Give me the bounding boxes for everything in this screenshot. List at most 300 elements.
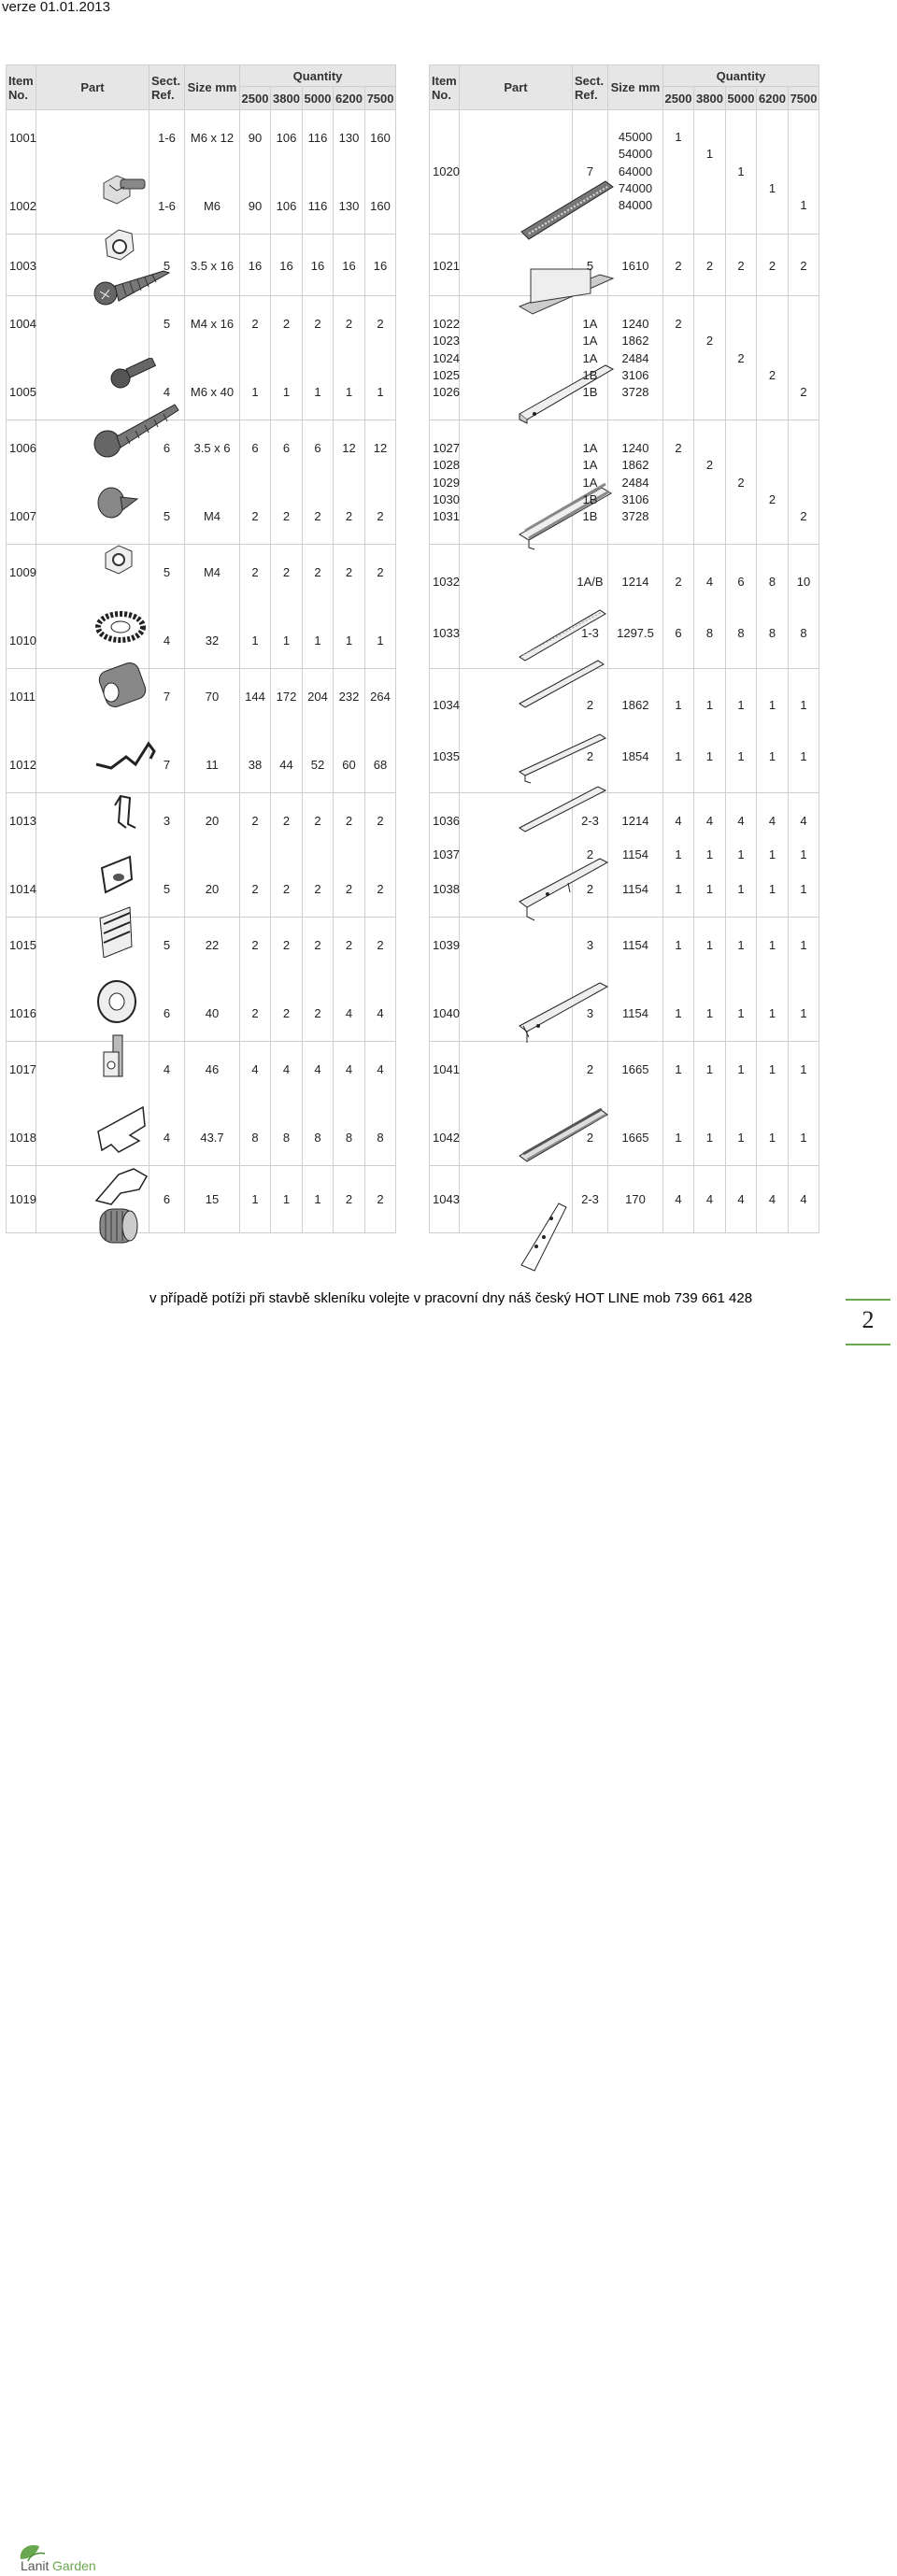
size-mm: 20 <box>205 881 220 896</box>
part-block <box>7 793 396 918</box>
quantity-2500: 1 <box>675 937 682 952</box>
quantity-3800: 106 <box>276 198 297 213</box>
quantity-5000: 52 <box>310 757 325 772</box>
quantity-6200: 1 <box>768 180 776 195</box>
quantity-2500 <box>663 349 693 367</box>
quantity-2500: 16 <box>248 258 263 273</box>
size-mm: M4 <box>203 564 221 579</box>
item-no: 1018 <box>9 1130 36 1145</box>
quantity-6200: 8 <box>768 625 776 640</box>
quantity-7500: 2 <box>377 881 384 896</box>
item-no: 1022 <box>433 316 460 331</box>
item-no: 1023 <box>433 333 460 348</box>
quantity-3800 <box>694 473 725 491</box>
quantity-2500 <box>663 490 693 508</box>
item-no: 1031 <box>433 508 460 523</box>
quantity-3800: 1 <box>705 1130 714 1145</box>
part-block <box>430 793 819 918</box>
sect-ref: 2-3 <box>581 1191 599 1206</box>
sect-ref: 6 <box>163 1005 171 1020</box>
part-image <box>36 296 150 420</box>
size-mm: 3106 <box>621 491 649 506</box>
quantity-2500: 4 <box>251 1061 259 1076</box>
quantity-5000 <box>726 144 756 163</box>
size-mm: 1862 <box>621 457 649 472</box>
sect-ref <box>573 144 607 163</box>
size-mm: 1665 <box>621 1061 649 1076</box>
sect-ref: 5 <box>163 881 171 896</box>
item-no: 1027 <box>433 440 460 455</box>
size-mm: 1154 <box>622 937 648 952</box>
quantity-7500 <box>789 349 819 367</box>
quantity-6200: 130 <box>338 130 360 145</box>
sect-ref: 4 <box>163 1130 171 1145</box>
quantity-6200 <box>757 331 788 349</box>
hotline-text: v případě potíži při stavbě skleníku volejte v pracovní dny náš český HOT LINE mob 739 661 428 <box>150 1290 753 1306</box>
sect-ref <box>573 178 607 197</box>
quantity-6200: 4 <box>345 1005 353 1020</box>
sect-ref: 1B <box>582 384 598 399</box>
quantity-7500 <box>789 490 819 508</box>
part-block <box>7 420 396 545</box>
part-image <box>36 110 150 235</box>
size-mm: 43.7 <box>200 1130 224 1145</box>
quantity-6200: 1 <box>768 937 776 952</box>
item-no: 1033 <box>433 625 460 640</box>
quantity-7500: 2 <box>800 384 807 399</box>
quantity-2500 <box>663 178 693 197</box>
size-mm: M6 x 12 <box>190 130 235 145</box>
size-mm: 3728 <box>621 508 649 523</box>
sect-ref: 5 <box>163 564 171 579</box>
item-no: 1010 <box>9 633 36 648</box>
quantity-2500: 6 <box>251 440 259 455</box>
quantity-2500 <box>663 455 693 474</box>
quantity-6200 <box>757 162 788 180</box>
quantity-6200 <box>757 382 788 401</box>
quantity-7500: 1 <box>800 1130 807 1145</box>
quantity-5000: 16 <box>310 258 325 273</box>
size-mm: 3.5 x 6 <box>193 440 231 455</box>
quantity-6200: 4 <box>768 813 776 828</box>
col-item-no: Item No. <box>430 65 460 110</box>
quantity-6200: 2 <box>345 564 353 579</box>
quantity-2500: 8 <box>251 1130 259 1145</box>
quantity-3800: 8 <box>282 1130 291 1145</box>
quantity-6200: 2 <box>345 881 353 896</box>
item-no: 1035 <box>433 748 460 763</box>
quantity-7500: 1 <box>800 197 807 212</box>
item-no: 1042 <box>433 1130 460 1145</box>
sect-ref: 2 <box>586 1130 594 1145</box>
quantity-5000: 1 <box>737 1005 745 1020</box>
part-image <box>36 918 150 1042</box>
quantity-6200: 2 <box>345 1191 353 1206</box>
sect-ref: 1B <box>582 491 598 506</box>
size-mm: 46 <box>205 1061 220 1076</box>
quantity-5000: 2 <box>314 813 321 828</box>
col-model-7500: 7500 <box>789 87 819 110</box>
quantity-6200: 1 <box>768 748 776 763</box>
quantity-5000 <box>726 195 756 214</box>
quantity-5000: 2 <box>737 258 745 273</box>
lanitgarden-logo <box>15 2539 108 2576</box>
size-mm: 1154 <box>622 847 648 861</box>
sect-ref: 3 <box>586 1005 594 1020</box>
quantity-7500: 12 <box>373 440 388 455</box>
quantity-6200 <box>757 473 788 491</box>
quantity-5000: 1 <box>737 881 745 896</box>
sect-ref: 2-3 <box>581 813 599 828</box>
quantity-7500: 1 <box>800 881 807 896</box>
quantity-3800 <box>694 162 725 180</box>
part-block <box>430 669 819 793</box>
quantity-6200: 1 <box>768 1005 776 1020</box>
quantity-3800: 44 <box>279 757 293 772</box>
sect-ref: 7 <box>586 164 594 178</box>
col-quantity: Quantity <box>240 65 396 87</box>
quantity-7500 <box>789 331 819 349</box>
item-no: 1003 <box>9 258 36 273</box>
quantity-3800: 1 <box>282 384 291 399</box>
size-mm: 1665 <box>621 1130 649 1145</box>
size-mm: M4 <box>203 508 221 523</box>
quantity-2500: 1 <box>675 847 682 861</box>
quantity-3800: 4 <box>282 1061 291 1076</box>
sect-ref: 2 <box>586 697 594 712</box>
quantity-7500: 160 <box>370 130 391 145</box>
quantity-5000: 2 <box>737 475 745 490</box>
part-block <box>7 918 396 1042</box>
size-mm: 15 <box>205 1191 220 1206</box>
size-mm: 170 <box>625 1191 646 1206</box>
part-block <box>430 918 819 1042</box>
quantity-3800: 16 <box>279 258 293 273</box>
quantity-6200 <box>757 438 788 457</box>
quantity-6200 <box>757 127 788 146</box>
item-no: 1024 <box>433 350 460 365</box>
quantity-2500: 1 <box>251 1191 259 1206</box>
quantity-2500: 2 <box>251 1005 259 1020</box>
part-block <box>430 296 819 420</box>
size-mm: 54000 <box>618 146 653 161</box>
item-no: 1001 <box>9 130 36 145</box>
quantity-7500: 1 <box>800 1005 807 1020</box>
size-mm: 1154 <box>622 1005 648 1020</box>
size-mm: 1854 <box>621 748 649 763</box>
quantity-6200: 2 <box>768 491 776 506</box>
quantity-5000 <box>726 127 756 146</box>
size-mm: M4 x 16 <box>190 316 235 331</box>
part-image <box>460 296 573 420</box>
quantity-2500: 4 <box>675 1191 682 1206</box>
quantity-7500 <box>789 365 819 384</box>
size-mm: 3728 <box>621 384 649 399</box>
quantity-2500 <box>663 365 693 384</box>
quantity-7500 <box>789 178 819 197</box>
sect-ref: 4 <box>163 633 171 648</box>
item-no: 1036 <box>433 813 460 828</box>
part-block <box>7 235 396 296</box>
quantity-6200: 130 <box>338 198 360 213</box>
item-no: 1038 <box>433 881 460 896</box>
quantity-7500 <box>789 127 819 146</box>
parts-table-right <box>429 64 819 1233</box>
part-block <box>430 1042 819 1166</box>
part-block <box>430 235 819 296</box>
quantity-3800 <box>694 178 725 197</box>
sect-ref: 1A <box>582 350 598 365</box>
size-mm: 2484 <box>621 475 649 490</box>
quantity-5000: 2 <box>314 316 321 331</box>
quantity-3800 <box>694 314 725 333</box>
quantity-5000: 1 <box>737 748 745 763</box>
part-image <box>36 669 150 793</box>
part-image <box>460 235 573 296</box>
sect-ref: 1A <box>582 316 598 331</box>
quantity-7500 <box>789 314 819 333</box>
item-no: 1034 <box>433 697 460 712</box>
quantity-5000: 1 <box>314 633 321 648</box>
item-no: 1043 <box>433 1191 460 1206</box>
part-image <box>460 669 573 793</box>
quantity-5000: 6 <box>737 574 745 589</box>
item-no: 1002 <box>9 198 36 213</box>
quantity-6200: 8 <box>768 574 776 589</box>
quantity-6200: 232 <box>338 689 360 704</box>
quantity-3800: 1 <box>282 633 291 648</box>
quantity-5000 <box>726 365 756 384</box>
quantity-3800: 8 <box>705 625 714 640</box>
quantity-7500 <box>789 438 819 457</box>
col-item-no: Item No. <box>7 65 36 110</box>
quantity-5000: 1 <box>737 1061 745 1076</box>
quantity-6200: 2 <box>345 316 353 331</box>
quantity-2500: 4 <box>675 813 682 828</box>
part-image <box>460 918 573 1042</box>
size-mm: 3106 <box>621 367 649 382</box>
quantity-2500: 1 <box>251 384 259 399</box>
quantity-2500: 1 <box>675 748 682 763</box>
quantity-6200 <box>757 506 788 525</box>
quantity-2500: 1 <box>675 129 682 144</box>
item-no: 1039 <box>433 937 460 952</box>
quantity-2500 <box>663 162 693 180</box>
part-image <box>36 1166 150 1233</box>
quantity-3800: 1 <box>705 847 714 861</box>
sect-ref: 1A <box>582 333 598 348</box>
quantity-7500 <box>789 473 819 491</box>
part-image <box>460 545 573 669</box>
quantity-7500: 4 <box>377 1005 384 1020</box>
size-mm: 3.5 x 16 <box>190 258 235 273</box>
size-mm: 2484 <box>621 350 649 365</box>
part-block <box>430 545 819 669</box>
quantity-2500: 1 <box>675 881 682 896</box>
quantity-6200: 2 <box>345 508 353 523</box>
part-block <box>430 110 819 235</box>
quantity-7500 <box>789 455 819 474</box>
quantity-2500: 1 <box>675 1061 682 1076</box>
quantity-6200: 2 <box>345 813 353 828</box>
quantity-5000: 1 <box>737 937 745 952</box>
quantity-5000 <box>726 506 756 525</box>
item-no: 1005 <box>9 384 36 399</box>
item-no: 1041 <box>433 1061 460 1076</box>
item-no: 1009 <box>9 564 36 579</box>
part-block <box>7 1042 396 1166</box>
size-mm: 20 <box>205 813 220 828</box>
size-mm: 1862 <box>621 697 649 712</box>
size-mm: 22 <box>205 937 220 952</box>
quantity-5000: 204 <box>307 689 328 704</box>
quantity-3800: 1 <box>705 937 714 952</box>
quantity-7500: 4 <box>800 813 807 828</box>
quantity-7500: 160 <box>370 198 391 213</box>
sect-ref: 1A <box>582 457 598 472</box>
quantity-3800: 106 <box>276 130 297 145</box>
quantity-5000: 8 <box>314 1130 321 1145</box>
quantity-6200 <box>757 349 788 367</box>
item-no: 1028 <box>433 457 460 472</box>
part-image <box>460 1042 573 1166</box>
quantity-3800: 2 <box>705 457 714 472</box>
sect-ref: 5 <box>586 258 594 273</box>
col-model-6200: 6200 <box>757 87 789 110</box>
quantity-5000: 1 <box>314 1191 321 1206</box>
sect-ref: 1-3 <box>581 625 599 640</box>
quantity-6200 <box>757 144 788 163</box>
quantity-2500: 2 <box>251 508 259 523</box>
quantity-7500: 2 <box>377 316 384 331</box>
quantity-7500: 10 <box>796 574 811 589</box>
quantity-2500: 6 <box>675 625 682 640</box>
sect-ref: 7 <box>163 757 171 772</box>
quantity-3800: 2 <box>282 508 291 523</box>
quantity-7500: 16 <box>373 258 388 273</box>
part-image <box>460 110 573 235</box>
quantity-3800: 172 <box>276 689 297 704</box>
quantity-5000: 116 <box>307 130 328 145</box>
size-mm: 70 <box>205 689 220 704</box>
quantity-7500: 8 <box>800 625 807 640</box>
col-model-2500: 2500 <box>663 87 694 110</box>
quantity-5000: 6 <box>314 440 321 455</box>
quantity-3800: 1 <box>705 146 714 161</box>
sect-ref: 1B <box>582 367 598 382</box>
quantity-2500: 1 <box>675 1130 682 1145</box>
quantity-5000: 1 <box>737 697 745 712</box>
size-mm: 1214 <box>621 813 649 828</box>
quantity-5000 <box>726 438 756 457</box>
col-quantity: Quantity <box>663 65 819 87</box>
item-no: 1012 <box>9 757 36 772</box>
quantity-3800: 2 <box>282 813 291 828</box>
item-no: 1007 <box>9 508 36 523</box>
quantity-3800: 2 <box>282 1005 291 1020</box>
item-no <box>430 127 459 146</box>
quantity-6200: 1 <box>768 881 776 896</box>
size-mm: 1154 <box>622 881 648 896</box>
quantity-3800 <box>694 438 725 457</box>
item-no <box>430 195 459 214</box>
quantity-6200: 1 <box>345 384 353 399</box>
item-no: 1017 <box>9 1061 36 1076</box>
footer <box>0 1266 897 2573</box>
sect-ref: 6 <box>163 440 171 455</box>
col-model-5000: 5000 <box>303 87 334 110</box>
quantity-5000 <box>726 382 756 401</box>
quantity-5000 <box>726 331 756 349</box>
quantity-2500: 90 <box>248 130 263 145</box>
sect-ref: 4 <box>163 1061 171 1076</box>
size-mm: M6 x 40 <box>190 384 235 399</box>
col-part: Part <box>36 65 150 110</box>
quantity-6200: 2 <box>768 367 776 382</box>
quantity-3800 <box>694 382 725 401</box>
quantity-2500: 90 <box>248 198 263 213</box>
quantity-2500: 1 <box>675 1005 682 1020</box>
part-block <box>7 669 396 793</box>
size-mm: 64000 <box>618 164 653 178</box>
quantity-5000: 4 <box>737 813 745 828</box>
item-no: 1013 <box>9 813 36 828</box>
quantity-5000: 1 <box>737 847 745 861</box>
quantity-3800: 2 <box>282 316 291 331</box>
quantity-2500: 38 <box>248 757 263 772</box>
quantity-6200 <box>757 314 788 333</box>
item-no: 1016 <box>9 1005 36 1020</box>
item-no: 1037 <box>433 847 460 861</box>
quantity-5000 <box>726 455 756 474</box>
page-number: 2 <box>846 1299 890 1345</box>
quantity-5000: 1 <box>737 1130 745 1145</box>
part-block <box>7 110 396 235</box>
col-model-5000: 5000 <box>726 87 757 110</box>
quantity-5000: 2 <box>314 881 321 896</box>
quantity-7500: 2 <box>800 258 807 273</box>
quantity-2500 <box>663 144 693 163</box>
col-model-2500: 2500 <box>240 87 271 110</box>
quantity-6200: 1 <box>768 1130 776 1145</box>
size-mm: 1240 <box>621 316 649 331</box>
part-block <box>7 1166 396 1233</box>
sect-ref: 5 <box>163 937 171 952</box>
quantity-2500: 144 <box>245 689 265 704</box>
quantity-3800: 2 <box>282 937 291 952</box>
sect-ref: 3 <box>586 937 594 952</box>
sect-ref: 2 <box>586 847 594 861</box>
sect-ref: 1A <box>582 475 598 490</box>
quantity-2500: 2 <box>675 258 682 273</box>
quantity-3800: 2 <box>282 564 291 579</box>
part-image <box>36 1042 150 1166</box>
quantity-2500: 2 <box>675 316 682 331</box>
quantity-3800: 1 <box>705 1005 714 1020</box>
quantity-3800 <box>694 195 725 214</box>
size-mm: 1240 <box>621 440 649 455</box>
quantity-2500: 2 <box>675 440 682 455</box>
quantity-2500 <box>663 506 693 525</box>
quantity-6200: 60 <box>342 757 356 772</box>
quantity-3800: 2 <box>705 333 714 348</box>
part-image <box>36 545 150 669</box>
quantity-7500: 1 <box>377 384 384 399</box>
quantity-6200: 12 <box>342 440 356 455</box>
sect-ref: 1-6 <box>158 130 176 145</box>
quantity-5000: 2 <box>314 1005 321 1020</box>
size-mm: 1610 <box>621 258 649 273</box>
